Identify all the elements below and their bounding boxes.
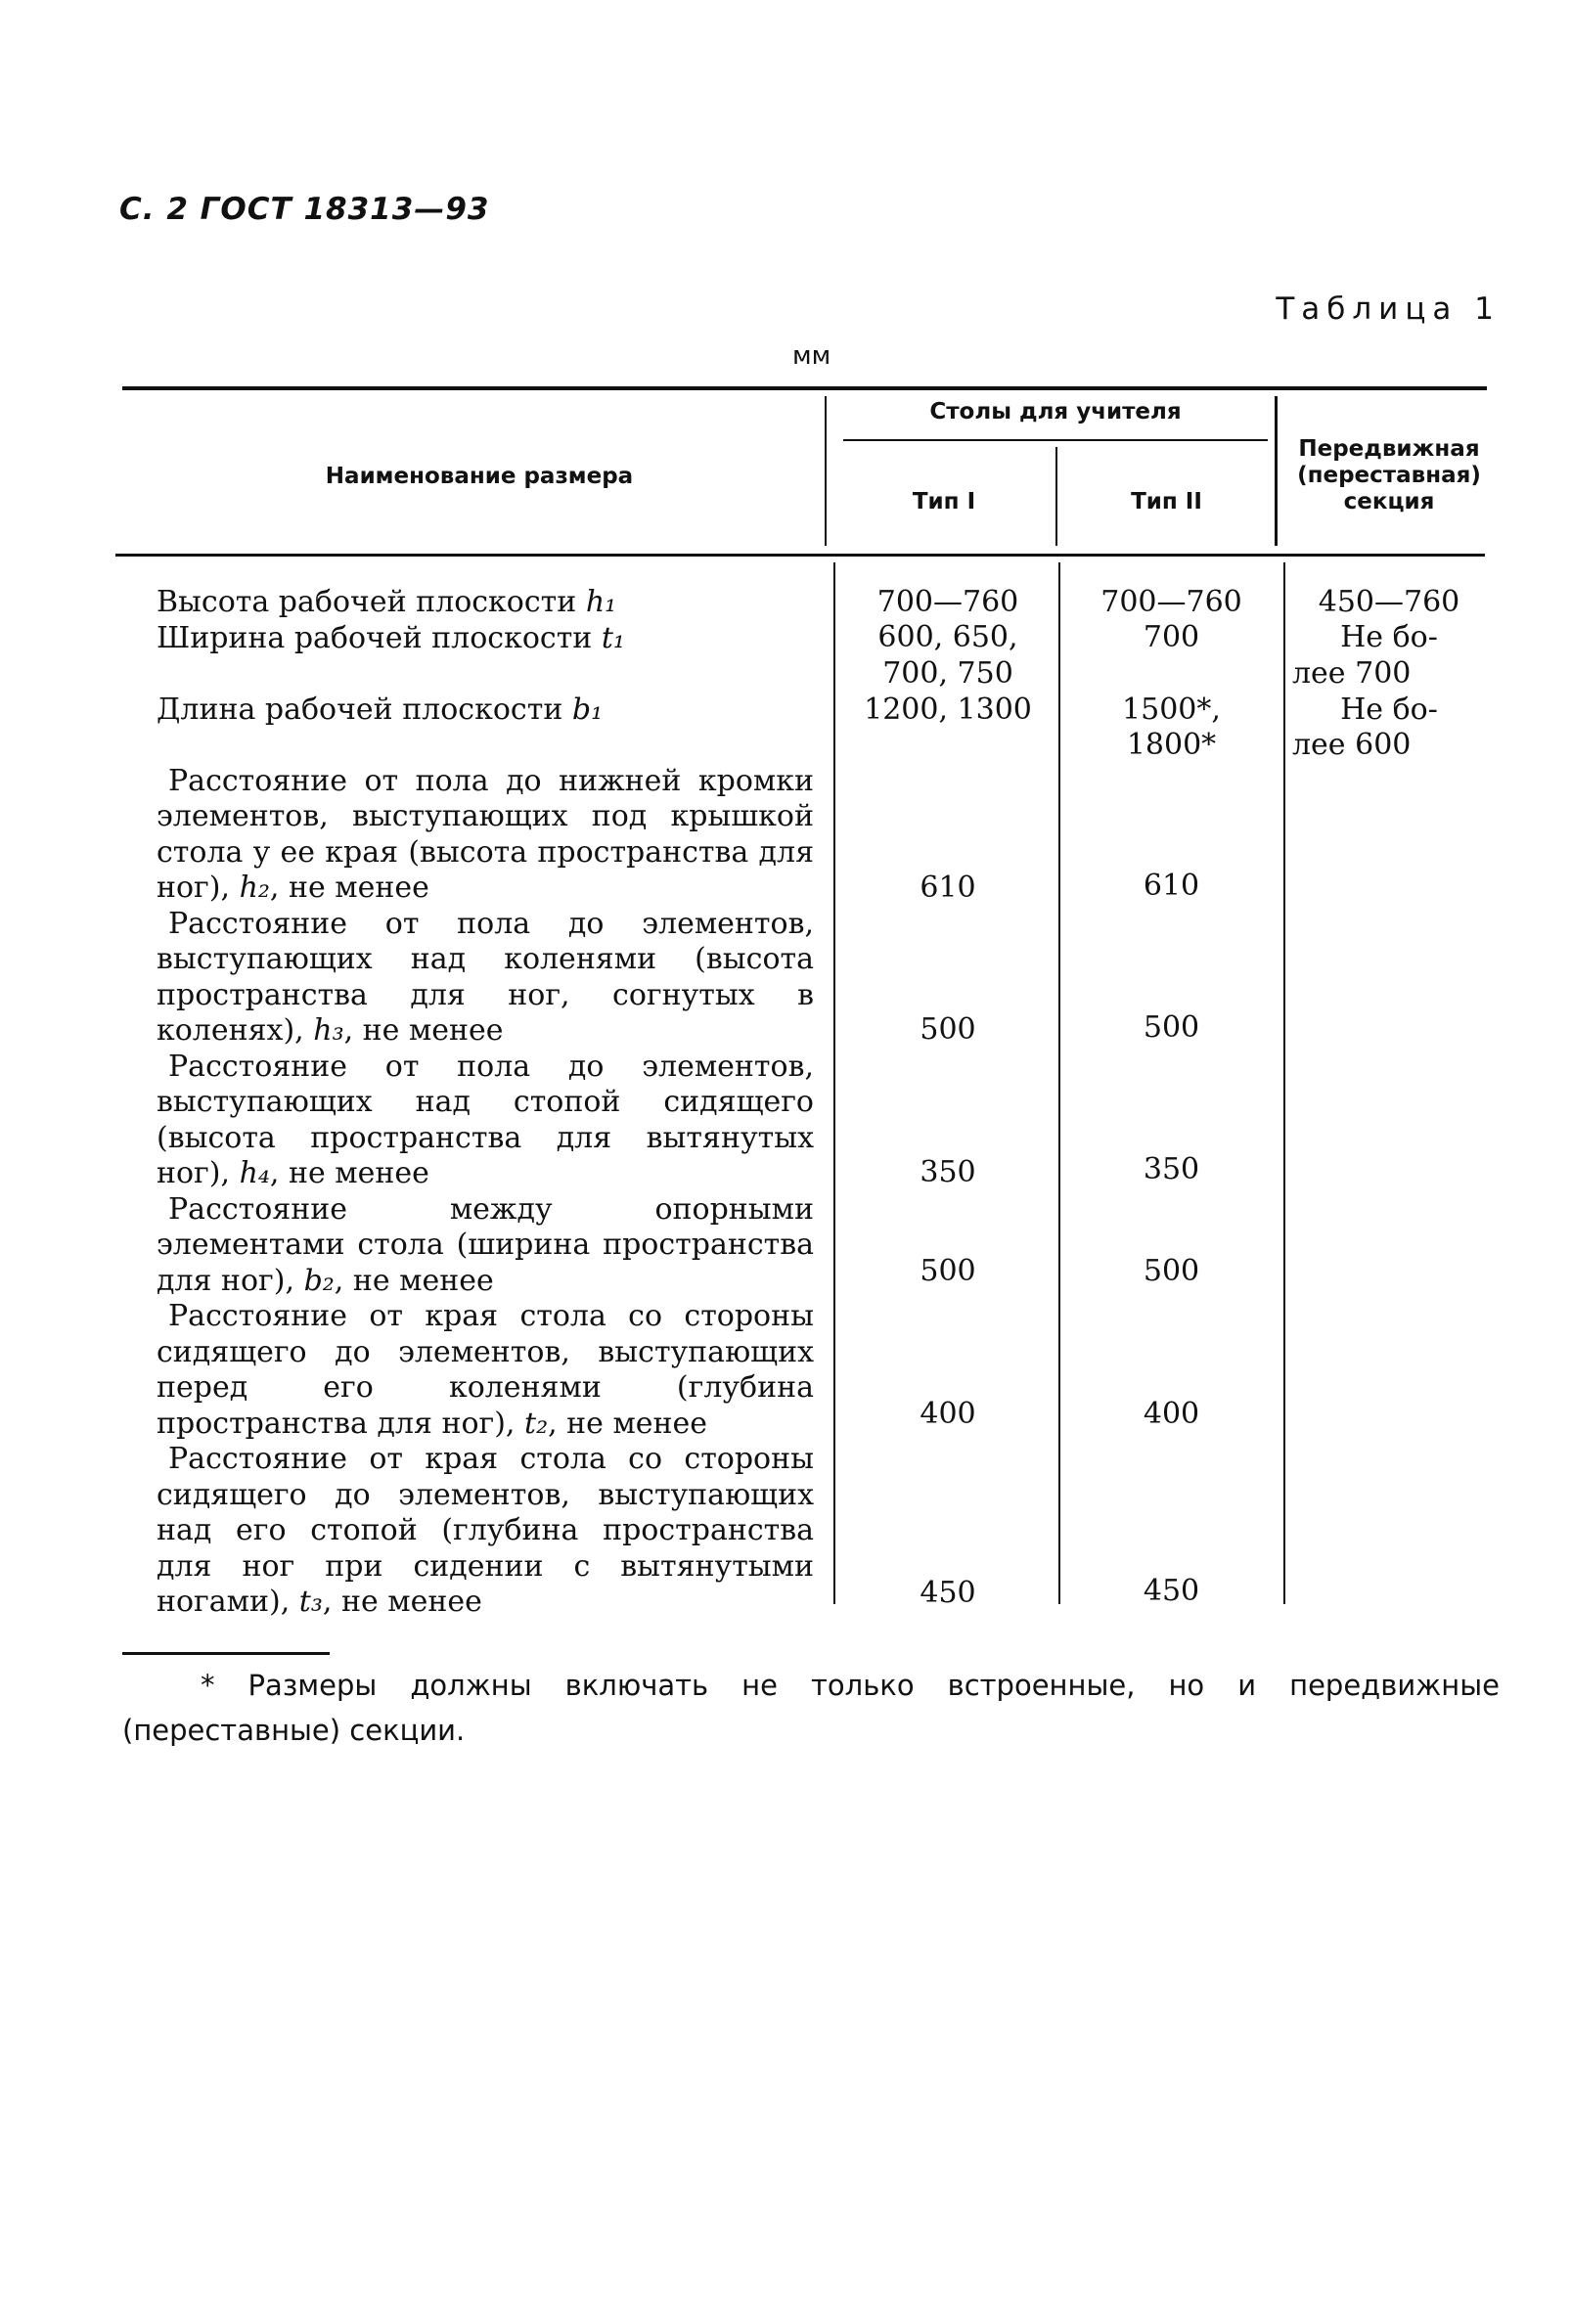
col-divider-2-header [1055,447,1057,546]
row-labels [157,585,814,1621]
col-divider-2-body [1058,562,1060,1604]
type1-cell: 350 [920,1155,976,1189]
table-title: Таблица 1 [1276,291,1501,327]
page-header: С. 2 ГОСТ 18313—93 [119,192,490,227]
type1-cell: 500 [920,1012,976,1047]
type2-cell: 700—760 [1100,585,1242,619]
row-label: Ширина рабочей плоскости t₁ [157,620,625,655]
row-label: Расстояние от пола до нижней кромки элементов, выступающих под крышкой стола у ее края (высота пространства для ног), h₂, не менее [157,763,814,905]
type2-cell: 400 [1143,1397,1200,1431]
section-header-line: (переставная) [1297,463,1481,488]
type1-cell: 600, 650, [877,620,1018,654]
type2-cell: 500 [1143,1254,1200,1288]
section-cell: 450—760 [1318,585,1460,619]
type1-cell: 400 [920,1397,976,1431]
col-divider-1-header [825,396,827,546]
type1-cell: 1200, 1300 [864,693,1032,727]
col-divider-3-header [1275,396,1278,546]
units-label: мм [792,341,831,371]
section-cell: лее 700 [1292,656,1412,691]
row-label: Расстояние от пола до элементов, выступающих над коленями (высота пространства для ног, согнутых в коленях), h₃, не менее [157,906,814,1048]
type1-cell: 700—760 [876,585,1019,619]
header-bottom-rule [115,554,1485,557]
type2-cell: 610 [1143,869,1200,903]
type2-cell: 500 [1143,1010,1200,1045]
type1-cell: 450 [920,1576,976,1610]
type2-cell: 350 [1143,1152,1200,1186]
row-label: Расстояние между опорными элементами стола (ширина пространства для ног), b₂, не менее [157,1191,814,1298]
type1-cell: 700, 750 [882,656,1013,691]
col-divider-1-body [833,562,835,1604]
row-label: Расстояние от пола до элементов, выступающих над стопой сидящего (высота пространства для вытянутых ног), h₄, не менее [157,1049,814,1190]
row-label: Высота рабочей плоскости h₁ [157,585,617,619]
section-header-line: секция [1343,489,1435,514]
col-divider-3-body [1283,562,1285,1604]
type2-header: Тип II [1131,489,1202,514]
type2-cell: 1500*, [1122,693,1221,727]
teacher-group-rule [843,439,1268,441]
row-label: Расстояние от края стола со стороны сидящего до элементов, выступающих над его стопой (глубина пространства для ног при сидении с вытянутыми ногами), t₃, не менее [157,1442,814,1619]
section-cell: лее 600 [1292,728,1412,762]
type1-cell: 500 [920,1254,976,1288]
table-top-rule [122,386,1487,390]
type1-header: Тип I [912,489,976,514]
footnote-rule [122,1652,330,1655]
col-name-header: Наименование размера [325,464,634,489]
section-cell: Не бо- [1340,693,1438,727]
section-header-line: Передвижная [1298,436,1480,462]
type2-cell: 700 [1143,620,1200,654]
footnote: * Размеры должны включать не только встроенные, но и передвижные (переставные) секции. [122,1669,1500,1747]
type2-cell: 450 [1143,1574,1200,1608]
type2-cell: 1800* [1126,728,1217,762]
teacher-group-header: Столы для учителя [929,399,1182,425]
row-label: Расстояние от края стола со стороны сидящего до элементов, выступающих перед его коленями (глубина пространства для ног), t₂, не менее [157,1299,814,1441]
section-cell: Не бо- [1340,620,1438,654]
row-label: Длина рабочей плоскости b₁ [157,692,604,727]
section-header [1281,436,1497,515]
type1-cell: 610 [920,871,976,905]
